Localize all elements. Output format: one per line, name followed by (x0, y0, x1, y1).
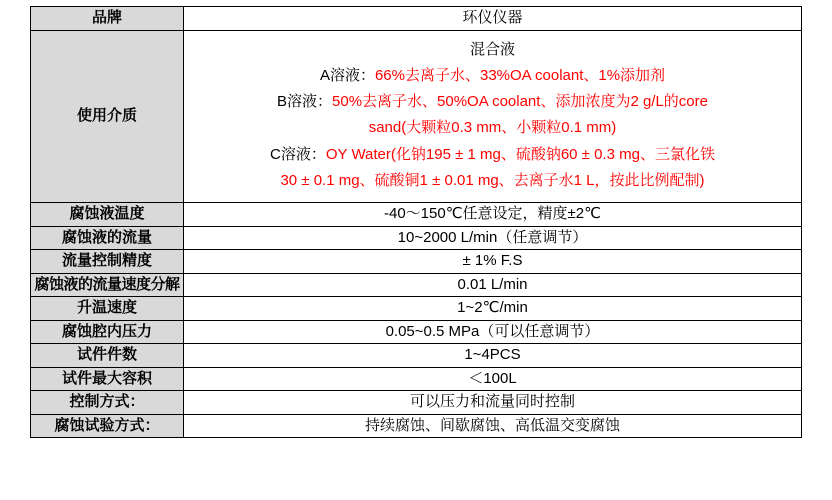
media-text-red: sand(大颗粒0.3 mm、小颗粒0.1 mm) (368, 119, 617, 137)
media-line-6 (194, 168, 791, 194)
media-text-red: 50%去离子水、50%OA coolant、添加浓度为2 g/L的core (332, 93, 708, 110)
table-row (31, 250, 802, 274)
row-label-flow-resolution: 腐蚀液的流量速度分解 (31, 273, 184, 297)
row-label-control-mode: 控制方式： (31, 391, 184, 415)
specification-table (30, 6, 802, 438)
row-label-specimen-volume: 试件最大容积 (31, 367, 184, 391)
row-label-liquid-temperature: 腐蚀液温度 (31, 203, 184, 227)
row-value-test-mode: 持续腐蚀、间歇腐蚀、高低温交变腐蚀 (184, 414, 802, 438)
media-text-black: B溶液： (277, 93, 333, 110)
table-row (31, 320, 802, 344)
row-value-specimen-count: 1~4PCS (184, 344, 802, 368)
table-row (31, 367, 802, 391)
media-text-black: A溶液： (319, 66, 375, 84)
media-text-red: 66%去离子水、33%OA coolant、1%添加剂 (374, 66, 666, 84)
row-value-brand: 环仪仪器 (184, 7, 802, 31)
media-text-red: OY Water(化钠195 ± 1 mg、硫酸钠60 ± 0.3 mg、三氯化铁 (325, 145, 715, 163)
row-label-specimen-count: 试件件数 (31, 344, 184, 368)
table-row (31, 7, 802, 31)
row-label-heating-rate: 升温速度 (31, 297, 184, 321)
table-row (31, 226, 802, 250)
table-row (31, 344, 802, 368)
table-body (31, 7, 802, 438)
table-row (31, 391, 802, 415)
row-value-liquid-flow: 10~2000 L/min（任意调节） (184, 226, 802, 250)
table-row (31, 203, 802, 227)
row-label-liquid-flow: 腐蚀液的流量 (31, 226, 184, 250)
row-value-chamber-pressure: 0.05~0.5 MPa（可以任意调节） (184, 320, 802, 344)
row-label-test-mode: 腐蚀试验方式： (31, 414, 184, 438)
row-value-specimen-volume: ＜100L (184, 367, 802, 391)
media-line-2 (194, 63, 791, 89)
table-row (31, 297, 802, 321)
row-value-liquid-temperature: -40～150℃任意设定，精度±2℃ (184, 203, 802, 227)
table-row (31, 414, 802, 438)
row-label-chamber-pressure: 腐蚀腔内压力 (31, 320, 184, 344)
row-value-media (184, 30, 802, 203)
table-row (31, 273, 802, 297)
media-text-red: 30 ± 0.1 mg、硫酸铜1 ± 0.01 mg、去离子水1 L，按此比例配制) (280, 171, 705, 189)
media-text-black: C溶液： (270, 145, 326, 163)
row-value-heating-rate: 1~2℃/min (184, 297, 802, 321)
row-label-media: 使用介质 (31, 30, 184, 203)
media-line-3 (194, 89, 791, 115)
media-line-1 (194, 37, 791, 63)
media-line-4 (194, 115, 791, 141)
table-row (31, 30, 802, 203)
media-line-5 (194, 142, 791, 168)
row-value-control-mode: 可以压力和流量同时控制 (184, 391, 802, 415)
row-value-flow-resolution: 0.01 L/min (184, 273, 802, 297)
row-value-flow-accuracy: ± 1% F.S (184, 250, 802, 274)
row-label-flow-accuracy: 流量控制精度 (31, 250, 184, 274)
media-text-black: 混合液 (469, 40, 515, 58)
row-label-brand: 品牌 (31, 7, 184, 31)
